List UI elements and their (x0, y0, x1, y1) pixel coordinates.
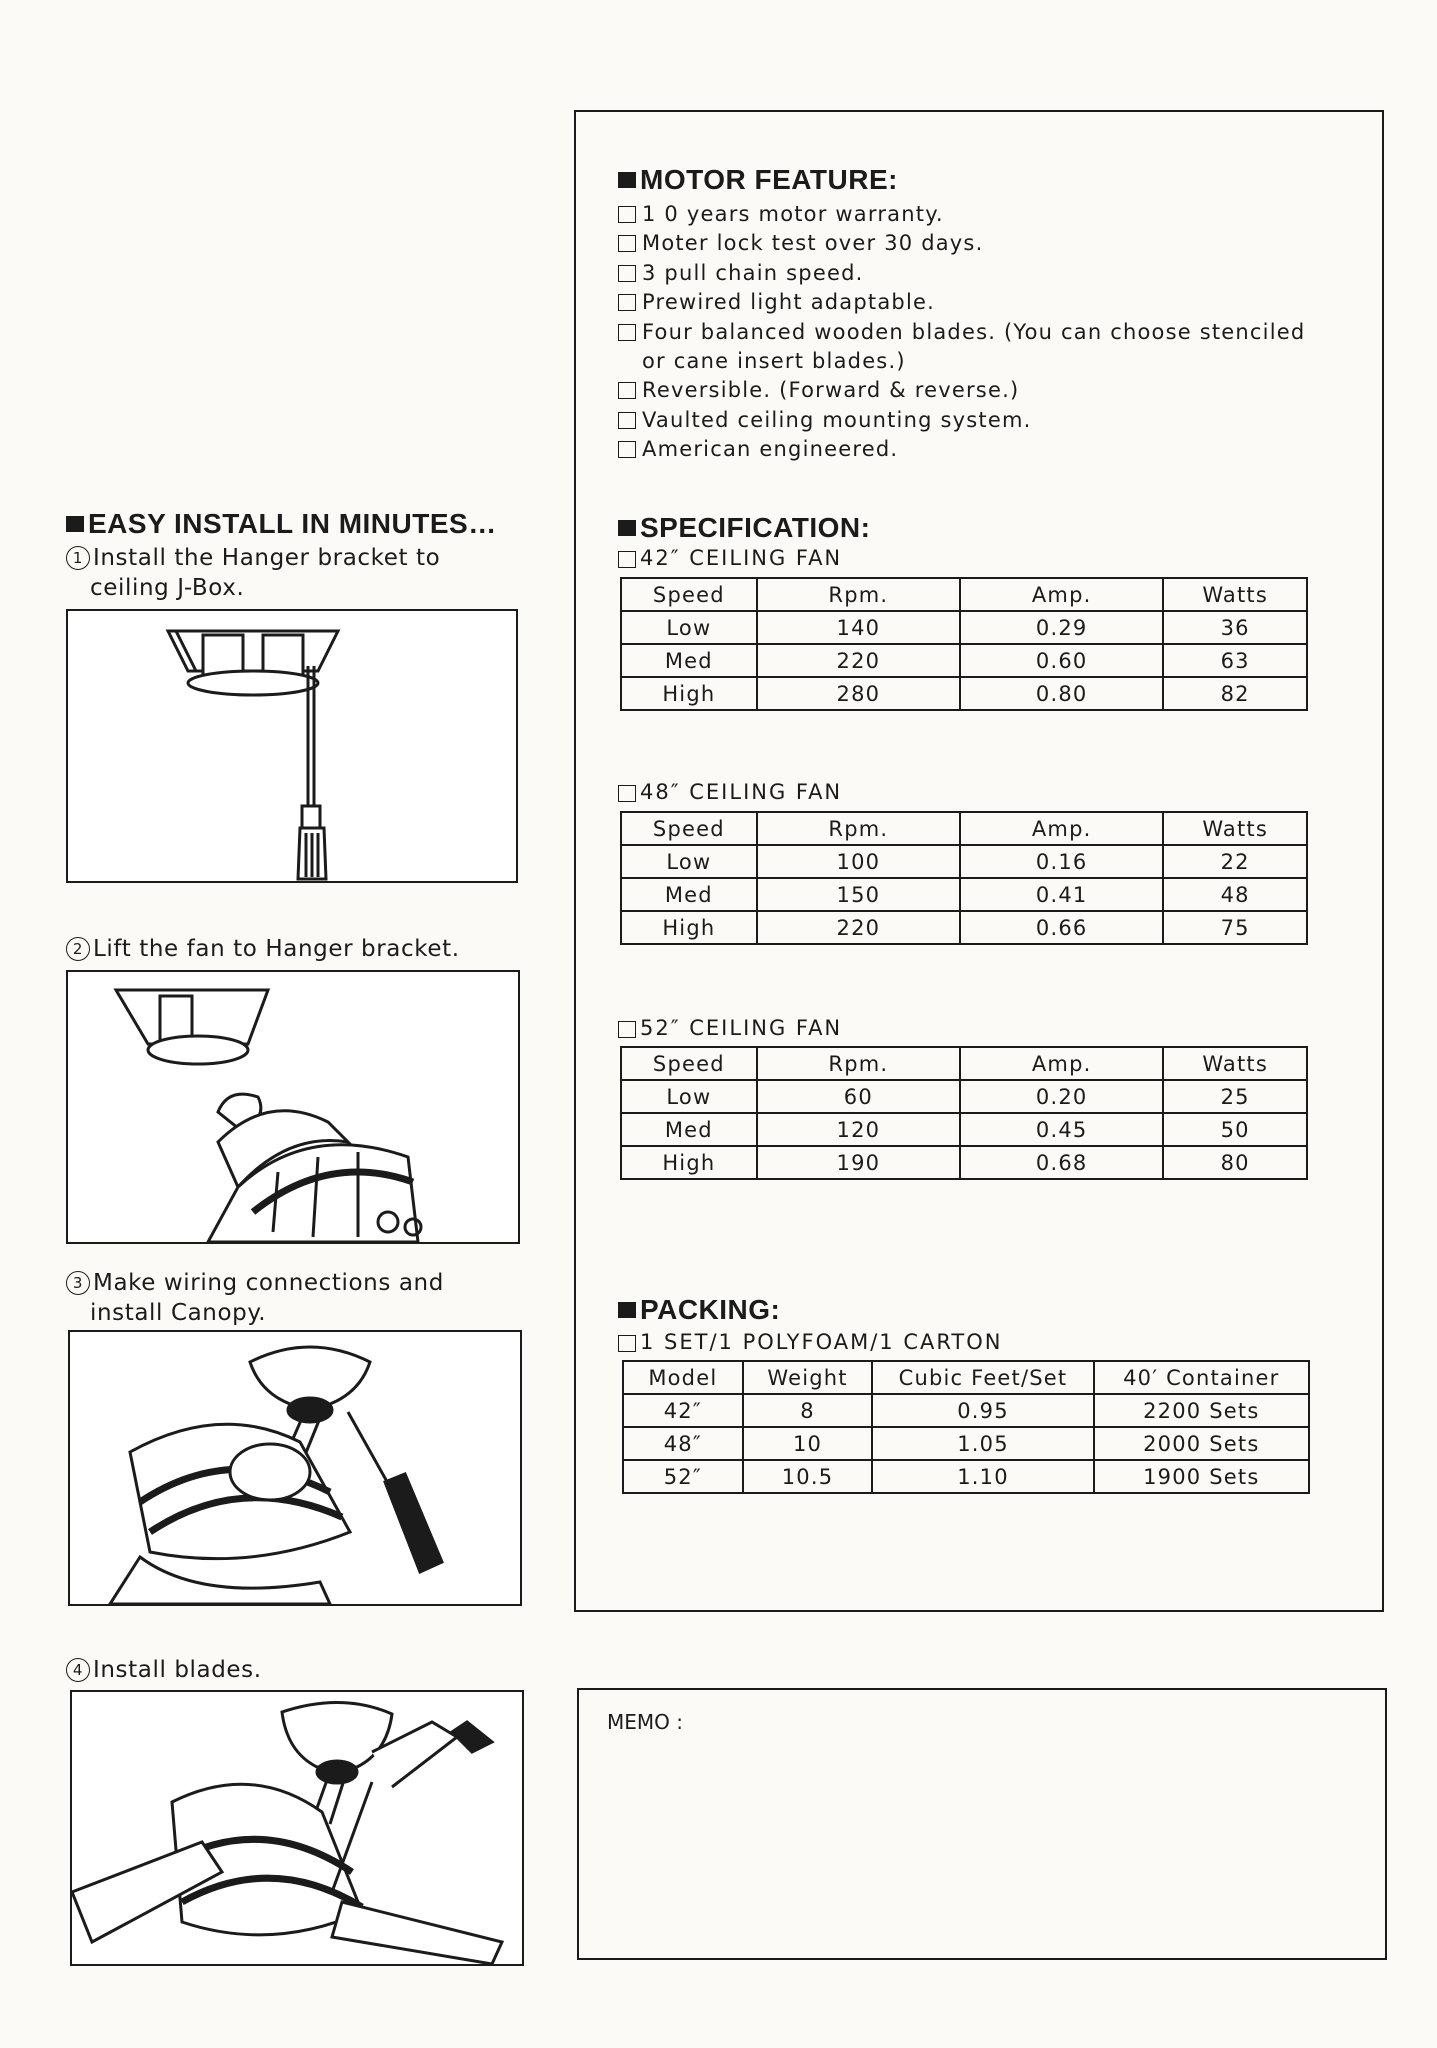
feature-item: 3 pull chain speed. (618, 259, 1305, 288)
table-header-row (621, 578, 1307, 611)
step-3-illustration (68, 1330, 522, 1606)
step-3-line-1: Make wiring connections and (93, 1270, 444, 1296)
step-number-circle-icon: 2 (66, 937, 90, 961)
checkbox-square-icon (618, 1335, 636, 1352)
step-number-circle-icon: 1 (66, 546, 90, 570)
product-feature-panel (574, 110, 1384, 1612)
step-3-line-2: install Canopy. (90, 1300, 267, 1326)
table-row: High 280 0.80 82 (621, 677, 1307, 710)
step-4-illustration (70, 1690, 524, 1966)
checkbox-square-icon (618, 551, 636, 568)
table-header-row (623, 1361, 1309, 1394)
table-row: Med 150 0.41 48 (621, 878, 1307, 911)
checkbox-square-icon (618, 324, 636, 341)
checkbox-square-icon (618, 235, 636, 252)
feature-item: American engineered. (618, 435, 1305, 464)
table-header-row (621, 1047, 1307, 1080)
easy-install-heading (66, 508, 497, 540)
spec-table-52 (620, 1046, 1308, 1180)
memo-label: MEMO : (607, 1710, 683, 1734)
install-step-1 (66, 543, 440, 603)
memo-box[interactable] (577, 1688, 1387, 1960)
step-number-circle-icon: 3 (66, 1271, 90, 1295)
column-header: Rpm. (757, 1047, 960, 1080)
feature-item: Vaulted ceiling mounting system. (618, 406, 1305, 435)
checkbox-square-icon (618, 1021, 636, 1038)
feature-item: Moter lock test over 30 days. (618, 229, 1305, 258)
motor-feature-list (618, 200, 1305, 465)
table-row: High 190 0.68 80 (621, 1146, 1307, 1179)
fan-48-label: 48″ CEILING FAN (618, 780, 842, 804)
step-1-line-1: Install the Hanger bracket to (93, 545, 441, 571)
checkbox-square-icon (618, 382, 636, 399)
motor-feature-title: MOTOR FEATURE: (640, 164, 898, 195)
black-square-bullet-icon (66, 516, 84, 532)
hanger-bracket-screwdriver-illustration (68, 611, 516, 881)
fan-52-label: 52″ CEILING FAN (618, 1016, 842, 1040)
step-number-circle-icon: 4 (66, 1658, 90, 1682)
column-header: Amp. (960, 1047, 1163, 1080)
feature-item: Prewired light adaptable. (618, 288, 1305, 317)
install-step-4 (66, 1655, 262, 1685)
fan-42-label: 42″ CEILING FAN (618, 546, 842, 570)
motor-feature-heading (618, 164, 898, 196)
table-row: 48″ 10 1.05 2000 Sets (623, 1427, 1309, 1460)
checkbox-square-icon (618, 441, 636, 458)
table-header-row (621, 812, 1307, 845)
checkbox-square-icon (618, 785, 636, 802)
table-row: 52″ 10.5 1.10 1900 Sets (623, 1460, 1309, 1493)
spec-table-42 (620, 577, 1308, 711)
column-header: Watts (1163, 1047, 1307, 1080)
column-header: Watts (1163, 578, 1307, 611)
step-2-line-1: Lift the fan to Hanger bracket. (93, 936, 460, 962)
column-header: Amp. (960, 578, 1163, 611)
packing-note: 1 SET/1 POLYFOAM/1 CARTON (618, 1330, 1003, 1354)
column-header: Weight (743, 1361, 873, 1394)
wiring-canopy-illustration (70, 1332, 520, 1604)
table-row: Low 140 0.29 36 (621, 611, 1307, 644)
feature-item-continuation: or cane insert blades.) (642, 349, 906, 374)
column-header: Rpm. (757, 812, 960, 845)
column-header: 40′ Container (1094, 1361, 1309, 1394)
column-header: Amp. (960, 812, 1163, 845)
black-square-bullet-icon (618, 172, 636, 188)
step-2-illustration (66, 970, 520, 1244)
easy-install-title: EASY INSTALL IN MINUTES… (88, 508, 497, 539)
table-row: Low 100 0.16 22 (621, 845, 1307, 878)
spec-table-48 (620, 811, 1308, 945)
column-header: Rpm. (757, 578, 960, 611)
install-step-2 (66, 934, 460, 964)
table-row: High 220 0.66 75 (621, 911, 1307, 944)
feature-item: Reversible. (Forward & reverse.) (618, 376, 1305, 405)
table-row: Low 60 0.20 25 (621, 1080, 1307, 1113)
feature-item: 1 0 years motor warranty. (618, 200, 1305, 229)
black-square-bullet-icon (618, 1302, 636, 1318)
specification-heading (618, 512, 870, 544)
specification-title: SPECIFICATION: (640, 512, 871, 543)
step-1-illustration (66, 609, 518, 883)
install-blades-illustration (72, 1692, 522, 1964)
checkbox-square-icon (618, 265, 636, 282)
black-square-bullet-icon (618, 520, 636, 536)
step-1-line-2: ceiling J-Box. (90, 575, 245, 601)
checkbox-square-icon (618, 206, 636, 223)
table-row: Med 120 0.45 50 (621, 1113, 1307, 1146)
table-row: 42″ 8 0.95 2200 Sets (623, 1394, 1309, 1427)
checkbox-square-icon (618, 412, 636, 429)
feature-item: Four balanced wooden blades. (You can choose stenciled or cane insert blades.) (618, 318, 1305, 377)
column-header: Speed (621, 1047, 757, 1080)
lift-fan-to-bracket-illustration (68, 972, 518, 1242)
packing-heading (618, 1294, 780, 1326)
packing-table (622, 1360, 1310, 1494)
table-row: Med 220 0.60 63 (621, 644, 1307, 677)
column-header: Speed (621, 578, 757, 611)
packing-title: PACKING: (640, 1294, 781, 1325)
install-step-3 (66, 1268, 444, 1328)
column-header: Watts (1163, 812, 1307, 845)
column-header: Model (623, 1361, 743, 1394)
checkbox-square-icon (618, 294, 636, 311)
column-header: Cubic Feet/Set (872, 1361, 1093, 1394)
column-header: Speed (621, 812, 757, 845)
step-4-line-1: Install blades. (93, 1657, 262, 1683)
